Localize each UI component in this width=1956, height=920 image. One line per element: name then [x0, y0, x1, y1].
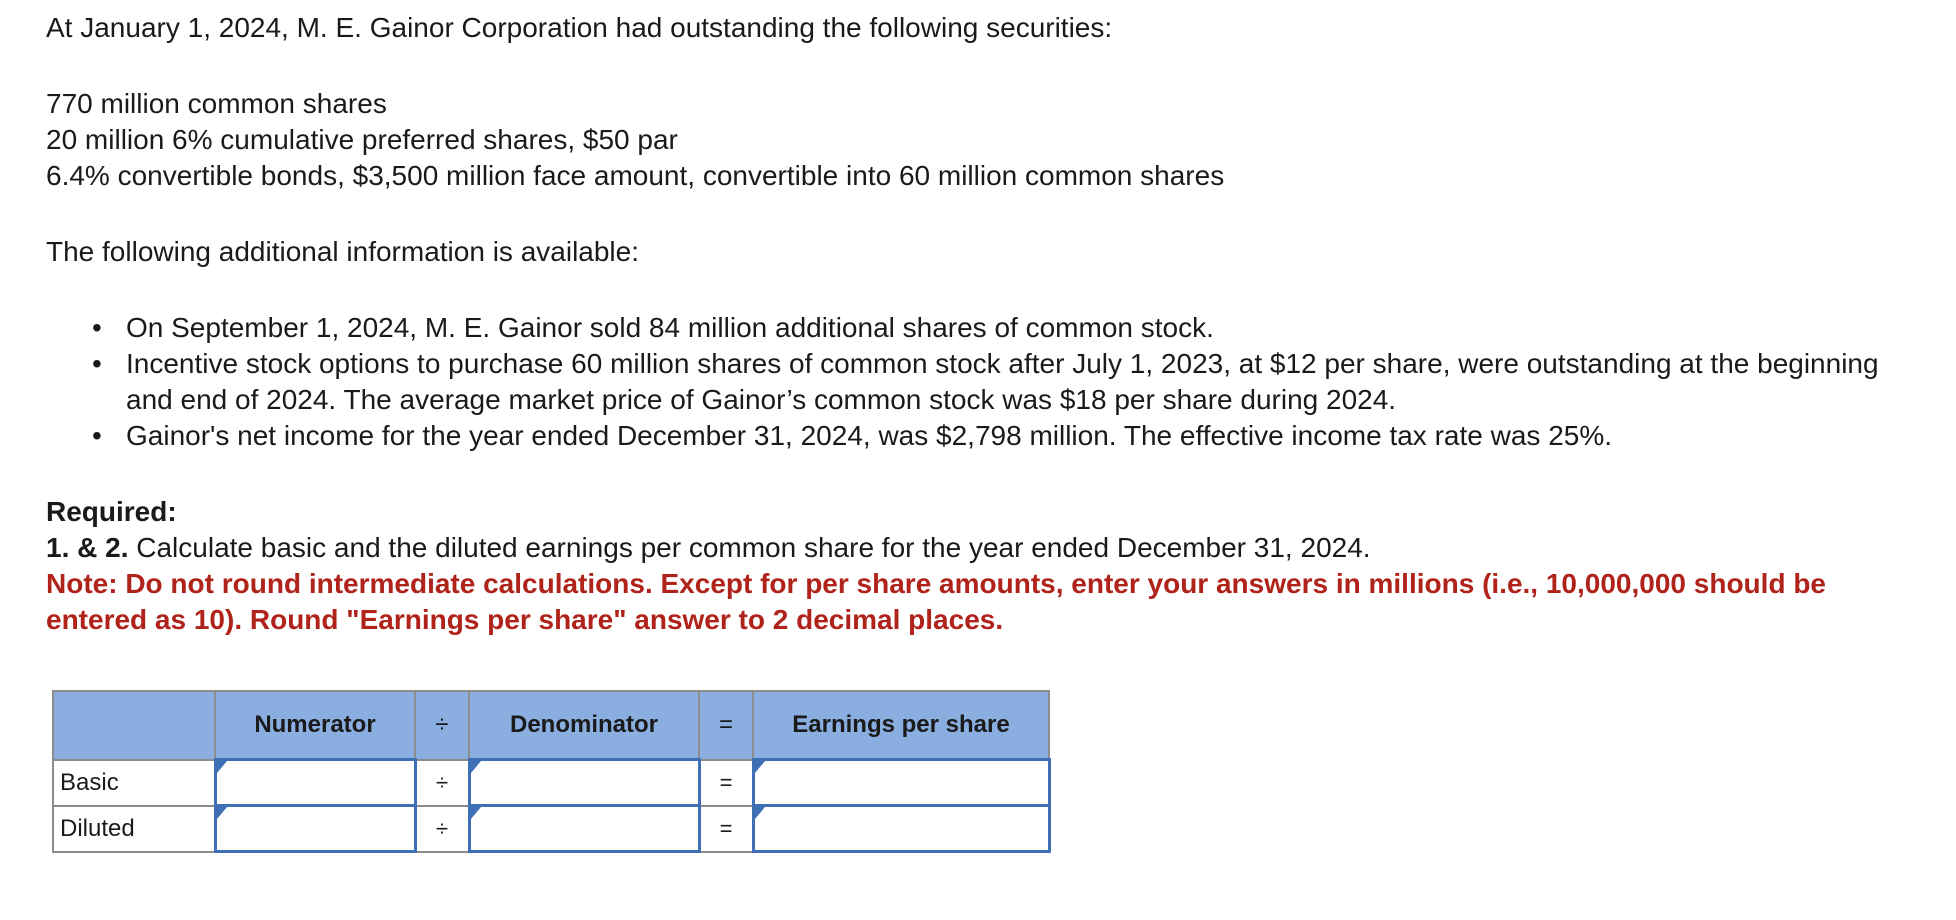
- security-item: 770 million common shares: [46, 88, 387, 119]
- intro-text: At January 1, 2024, M. E. Gainor Corporation had outstanding the following securities:: [46, 12, 1113, 43]
- diluted-equals-sign: =: [699, 806, 753, 852]
- info-bullet-item: [92, 310, 1926, 346]
- required-part-label: 1. & 2.: [46, 532, 129, 563]
- diluted-eps-input[interactable]: [755, 809, 1048, 849]
- diluted-denominator-input[interactable]: [471, 809, 698, 849]
- note-text: Note: Do not round intermediate calculations. Except for per share amounts, enter your answers in millions (i.e., 10,000,000 should be entered as 10). Round "Earnings per share" answer to 2 decimal places.: [46, 568, 1826, 635]
- header-numerator: Numerator: [215, 691, 415, 760]
- basic-divide-sign: ÷: [415, 760, 469, 806]
- required-part-text: Calculate basic and the diluted earnings per common share for the year ended December 31, 2024.: [128, 532, 1371, 563]
- cell-marker-icon: [755, 807, 765, 819]
- bullet-icon: •: [92, 312, 102, 343]
- basic-equals-sign: =: [699, 760, 753, 806]
- info-bullet-item: [92, 346, 1926, 418]
- table-header-row: [53, 691, 1049, 760]
- basic-denominator-input[interactable]: [471, 763, 698, 803]
- cell-marker-icon: [755, 761, 765, 773]
- security-item: 6.4% convertible bonds, $3,500 million face amount, convertible into 60 million common shares: [46, 160, 1225, 191]
- basic-eps-input[interactable]: [755, 763, 1048, 803]
- basic-eps-cell: [753, 760, 1049, 806]
- row-label-basic: Basic: [53, 760, 215, 806]
- table-row-diluted: [53, 806, 1049, 852]
- additional-info-list: [46, 310, 1926, 454]
- bullet-icon: •: [92, 420, 102, 451]
- additional-info-heading: The following additional information is available:: [46, 236, 640, 267]
- diluted-numerator-input[interactable]: [217, 809, 414, 849]
- table-row-basic: [53, 760, 1049, 806]
- row-label-diluted: Diluted: [53, 806, 215, 852]
- question-content: [46, 10, 1926, 638]
- eps-answer-table: [52, 690, 1051, 853]
- info-bullet-text: On September 1, 2024, M. E. Gainor sold 84 million additional shares of common stock.: [126, 312, 1214, 343]
- diluted-denominator-cell: [469, 806, 699, 852]
- diluted-eps-cell: [753, 806, 1049, 852]
- diluted-numerator-cell: [215, 806, 415, 852]
- cell-marker-icon: [471, 807, 481, 819]
- basic-numerator-input[interactable]: [217, 763, 414, 803]
- header-denominator: Denominator: [469, 691, 699, 760]
- basic-numerator-cell: [215, 760, 415, 806]
- required-instruction: [46, 530, 1926, 566]
- header-equals-sign: =: [699, 691, 753, 760]
- header-divide-sign: ÷: [415, 691, 469, 760]
- header-blank: [53, 691, 215, 760]
- info-bullet-item: [92, 418, 1926, 454]
- info-bullet-text: Incentive stock options to purchase 60 million shares of common stock after July 1, 2023, at $12 per share, were outstanding at the beginning and end of 2024. The average market price of Gainor’s common stock was $18 per share during 2024.: [126, 348, 1879, 415]
- diluted-divide-sign: ÷: [415, 806, 469, 852]
- cell-marker-icon: [217, 761, 227, 773]
- bullet-icon: •: [92, 348, 102, 379]
- cell-marker-icon: [471, 761, 481, 773]
- basic-denominator-cell: [469, 760, 699, 806]
- info-bullet-text: Gainor's net income for the year ended December 31, 2024, was $2,798 million. The effective income tax rate was 25%.: [126, 420, 1613, 451]
- cell-marker-icon: [217, 807, 227, 819]
- security-item: 20 million 6% cumulative preferred shares, $50 par: [46, 124, 678, 155]
- header-eps: Earnings per share: [753, 691, 1049, 760]
- required-title: Required:: [46, 496, 177, 527]
